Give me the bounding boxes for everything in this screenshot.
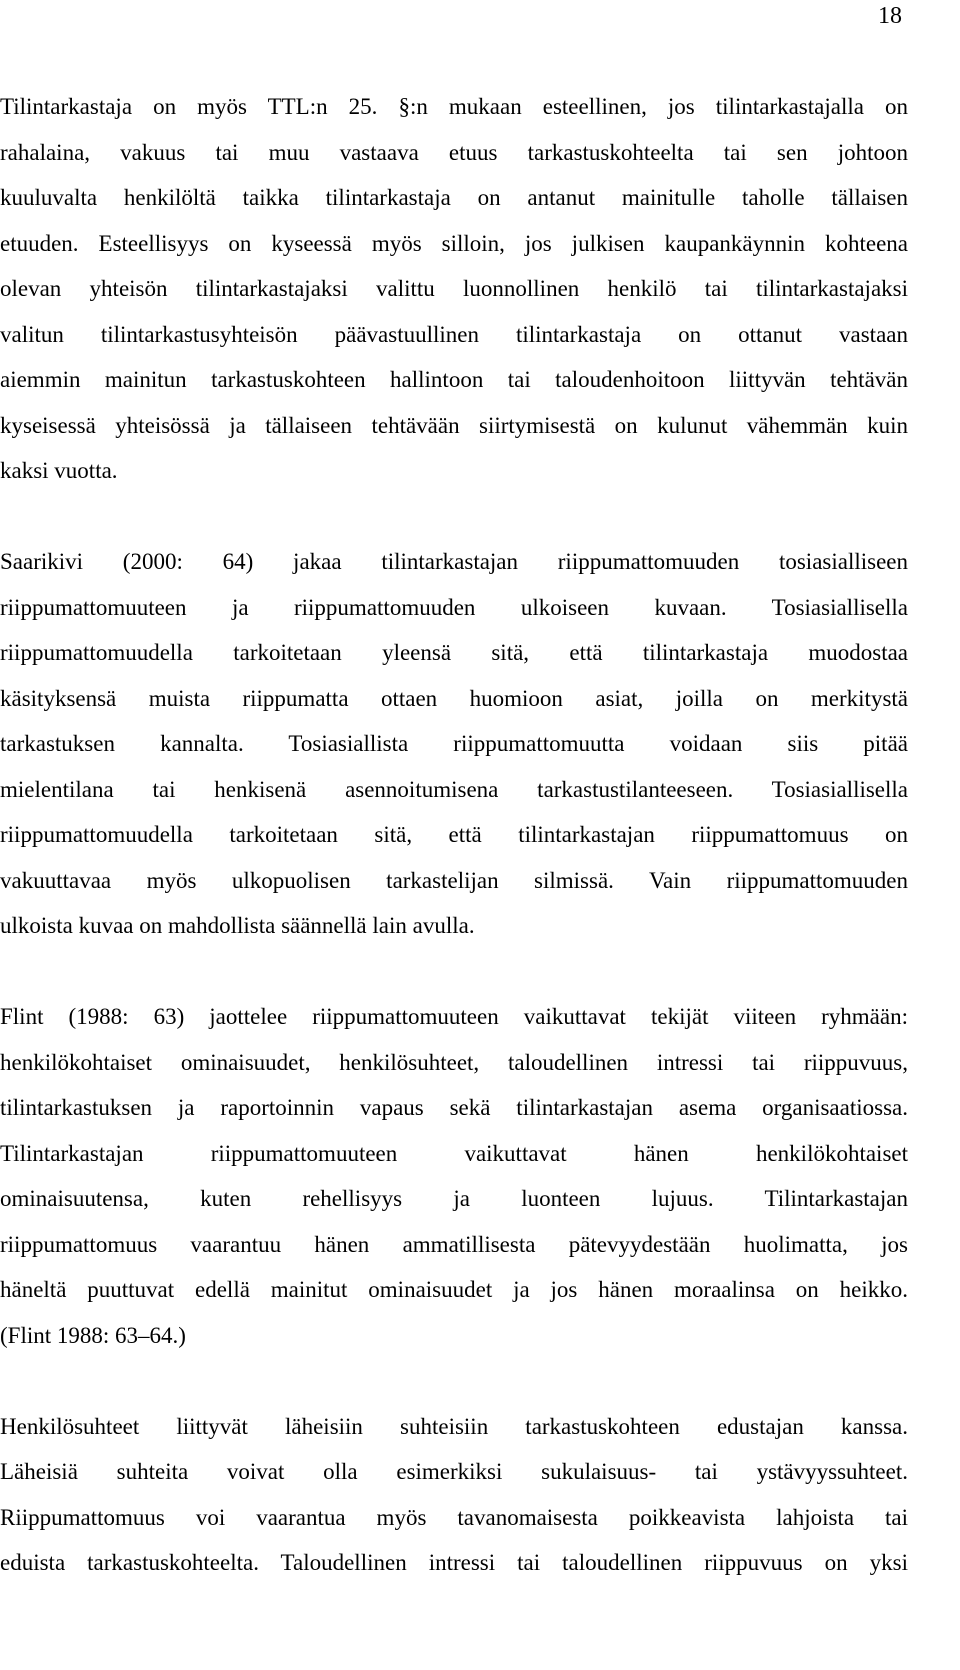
- text-line: eduista tarkastuskohteelta. Taloudellinen intressi tai taloudellinen riippuvuus on yksi: [0, 1550, 908, 1575]
- text-line: Tilintarkastaja on myös TTL:n 25. §:n mukaan esteellinen, jos tilintarkastajalla on: [0, 94, 908, 119]
- text-line: riippumattomuus vaarantuu hänen ammatillisesta pätevyydestään huolimatta, jos: [0, 1231, 908, 1257]
- text-line: kuuluvalta henkilöltä taikka tilintarkastaja on antanut mainitulle taholle tällaisen: [0, 185, 908, 210]
- text-line: olevan yhteisön tilintarkastajaksi valittu luonnollinen henkilö tai tilintarkastajaksi: [0, 276, 908, 301]
- text-line: ulkoista kuvaa on mahdollista säännellä lain avulla.: [0, 913, 475, 938]
- text-line: rahalaina, vakuus tai muu vastaava etuus tarkastuskohteelta tai sen johtoon: [0, 139, 908, 165]
- paragraph-flint: [0, 994, 908, 1358]
- text-line: häneltä puuttuvat edellä mainitut ominaisuudet ja jos hänen moraalinsa on heikko.: [0, 1277, 908, 1302]
- text-line: riippumattomuudella tarkoitetaan sitä, että tilintarkastajan riippumattomuus on: [0, 822, 908, 847]
- paragraph-henkilosuhteet: [0, 1404, 908, 1586]
- text-line: henkilökohtaiset ominaisuudet, henkilösuhteet, taloudellinen intressi tai riippuvuus,: [0, 1049, 908, 1075]
- document-body: [0, 84, 908, 1586]
- text-line: valitun tilintarkastusyhteisön päävastuullinen tilintarkastaja on ottanut vastaan: [0, 321, 908, 347]
- text-line: Tilintarkastajan riippumattomuuteen vaikuttavat hänen henkilökohtaiset: [0, 1140, 908, 1166]
- paragraph-saarikivi: [0, 539, 908, 949]
- text-line: Saarikivi (2000: 64) jakaa tilintarkastajan riippumattomuuden tosiasialliseen: [0, 549, 908, 574]
- text-line: Henkilösuhteet liittyvät läheisiin suhteisiin tarkastuskohteen edustajan kanssa.: [0, 1413, 908, 1439]
- text-line: vakuuttavaa myös ulkopuolisen tarkastelijan silmissä. Vain riippumattomuuden: [0, 867, 908, 893]
- text-line: kaksi vuotta.: [0, 458, 118, 483]
- text-line: riippumattomuuteen ja riippumattomuuden ulkoiseen kuvaan. Tosiasiallisella: [0, 594, 908, 620]
- text-line: (Flint 1988: 63–64.): [0, 1322, 186, 1348]
- page-number: 18: [878, 3, 902, 29]
- text-line: etuuden. Esteellisyys on kyseessä myös silloin, jos julkisen kaupankäynnin kohteena: [0, 230, 908, 256]
- text-line: mielentilana tai henkisenä asennoitumisena tarkastustilanteeseen. Tosiasiallisella: [0, 776, 908, 802]
- text-line: Flint (1988: 63) jaottelee riippumattomuuteen vaikuttavat tekijät viiteen ryhmään:: [0, 1004, 908, 1029]
- text-line: riippumattomuudella tarkoitetaan yleensä sitä, että tilintarkastaja muodostaa: [0, 640, 908, 665]
- text-line: Läheisiä suhteita voivat olla esimerkiksi sukulaisuus- tai ystävyyssuhteet.: [0, 1459, 908, 1484]
- text-line: käsityksensä muista riippumatta ottaen huomioon asiat, joilla on merkitystä: [0, 685, 908, 711]
- text-line: aiemmin mainitun tarkastuskohteen hallintoon tai taloudenhoitoon liittyvän tehtävän: [0, 367, 908, 392]
- text-line: Riippumattomuus voi vaarantua myös tavanomaisesta poikkeavista lahjoista tai: [0, 1504, 908, 1530]
- text-line: tilintarkastuksen ja raportoinnin vapaus sekä tilintarkastajan asema organisaatiossa.: [0, 1095, 908, 1120]
- text-line: ominaisuutensa, kuten rehellisyys ja luonteen lujuus. Tilintarkastajan: [0, 1186, 908, 1211]
- text-line: tarkastuksen kannalta. Tosiasiallista riippumattomuutta voidaan siis pitää: [0, 731, 908, 756]
- paragraph-esteellisyys: [0, 84, 908, 494]
- text-line: kyseisessä yhteisössä ja tällaiseen tehtävään siirtymisestä on kulunut vähemmän kuin: [0, 412, 908, 438]
